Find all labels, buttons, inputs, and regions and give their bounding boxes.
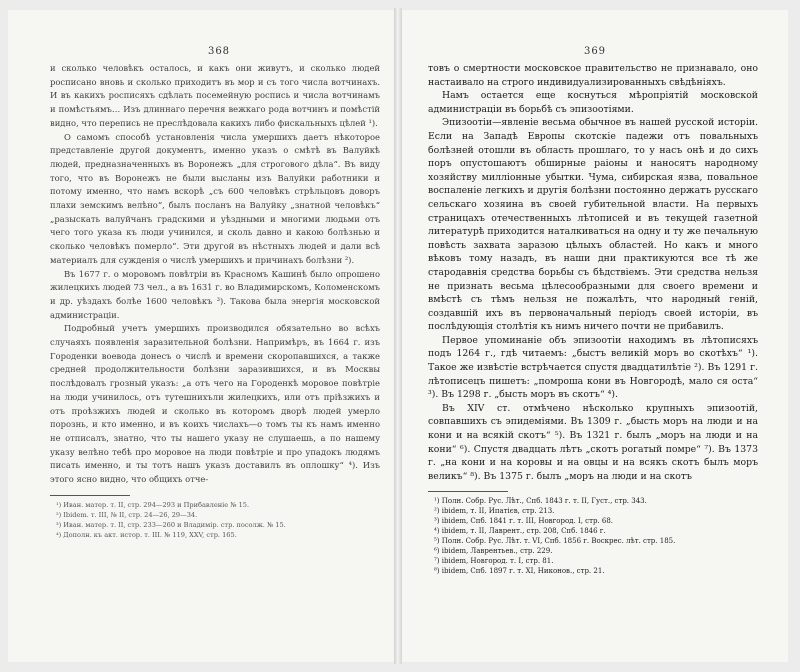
- left-footnote-3: ³) Иван. матер. т. II, стр. 233—260 и Владимір. стр. посолж. № 15.: [56, 520, 286, 529]
- right-footnote-6: ⁶) ibidem, Лаврентьев., стр. 229.: [434, 547, 553, 556]
- right-footnote-3: ³) ibidem, Спб. 1841 г. т. III, Новгород. I, стр. 68.: [434, 517, 614, 526]
- left-paragraph-4: Подробный учетъ умершихъ производился обязательно во всѣхъ случаяхъ появленія заразительной болѣзни. Напримѣръ, въ 1664 г. изъ Городенки воевода донесъ о числѣ и времени скоропавшихся, а также средней продолжительности болѣзни заразившихся, и въ Москвы послѣдовалъ грозный указъ: „а отъ чего на Городенкѣ моровое повѣтріе на люди учинилось, отъ тутешнихъли жилецкихъ, или отъ пріѣзжихъ и отъ проѣзжихъ людей и сколько въ которомъ дворѣ людей умерло порознь, и кто именно, и въ коихъ числахъ—о томъ ты къ намъ именно не отписалъ, знатно, что ты нашего указу не слушаешь, а по нашему указу велѣно тебѣ про моровое на люди повѣтріе и про упадокъ людямъ писать именно, и ты тотъ нашъ указъ доставилъ въ оплошку“ ⁴). Изъ этого ясно видно, что общихъ отче-: [50, 323, 380, 485]
- left-body: [50, 62, 380, 487]
- right-paragraph-4: Первое упоминаніе объ эпизоотіи находимъ въ лѣтописяхъ подъ 1264 г., гдѣ читаемъ: „быстъ великій моръ во скотѣхъ“ ¹). Такое же извѣстіе встрѣчается спустя двадцатилѣтіе ²). Въ 1291 г. лѣтописецъ пишетъ: „помроша кони въ Новгородѣ, мало ся оста“ ³). Въ 1298 г. „бысть моръ въ скотъ“ ⁴).: [428, 334, 758, 401]
- left-page-number: 368: [207, 46, 231, 57]
- right-footnote-4: ⁴) ibidem, т. II, Лаврент., стр. 208, Спб. 1846 г.: [434, 527, 606, 536]
- right-paragraph-2: Намъ остается еще коснуться мѣропріятій московской администраціи въ борьбѣ съ эпизоотіями.: [428, 90, 758, 115]
- left-footnote-1: ¹) Иван. матер. т. II, стр. 294—293 и Прибавленіе № 15.: [56, 500, 250, 509]
- right-footnote-rule: [428, 491, 508, 492]
- left-paragraph-1: и сколько человѣкъ осталось, и какъ они живутъ, и сколько людей росписано вновь и сколько приходитъ въ мор и съ того числа вотчинахъ. И въ какихъ росписяхъ сдѣлать посемейную роспись и числа вотчинамъ и помѣстьямъ… Изъ длиннаго перечня вежкаго рода вотчинъ и помѣстій видно, что перепись не преслѣдовала какихъ либо фискальныхъ цѣлей ¹).: [50, 63, 380, 128]
- left-footnote-4: ⁴) Дополн. къ акт. истор. т. III. № 119, XXV, стр. 165.: [56, 530, 237, 539]
- right-footnote-2: ²) ibidem, т. II, Ипатієв, стр. 213.: [434, 507, 555, 516]
- right-page: [402, 10, 788, 662]
- left-footnote-rule: [50, 495, 130, 496]
- left-footnote-2: ²) Ibidem. т. III, № II, стр. 24—26, 29—34.: [56, 510, 198, 519]
- right-footnote-7: ⁷) ibidem, Новгород. т. I, стр. 81.: [434, 557, 554, 566]
- right-paragraph-1: товъ о смертности московское правительство не признавало, оно настаивало на строго индивидуализированныхъ свѣдѣніяхъ.: [428, 63, 758, 88]
- left-paragraph-3: Въ 1677 г. о моровомъ повѣтріи въ Красномъ Кашинѣ было опрошено жилецкихъ людей 73 чел., а въ 1631 г. во Владимирскомъ, Коломенскомъ и др. уѣздахъ болѣе 1600 человѣкъ ³). Такова была энергія московской администраціи.: [50, 268, 380, 320]
- left-paragraph-2: О самомъ способѣ установленія числа умершихъ даетъ нѣкоторое представленіе другой документъ, именно указъ о смѣтѣ въ Валуйкѣ людей, предназначенныхъ въ Воронежъ „для строгового дѣла“. Въ виду того, что въ Воронежъ не были высланы изъ Валуйки работники и потому именно, что намъ вскорѣ „съ 600 человѣкъ стрѣльцовъ доворъ плахи земскимъ велѣно“, былъ посланъ на Валуйку „знатной человѣкъ“ „разыскать валуйчанъ градскими и уѣздными и многими людьми отъ чего того указа къ люди учинился, и сколь давно и какою болѣзнью и сколько человѣкъ померло“. Эти другой въ нѣстныхъ людей и дали всѣ материалъ для сужденія о числѣ умершихъ и причинахъ болѣзни ²).: [50, 131, 380, 265]
- left-footnotes: [50, 500, 380, 540]
- book-gutter: [394, 8, 402, 664]
- right-paragraph-5: Въ XIV ст. отмѣчено нѣсколько крупныхъ эпизоотій, совпавшихъ съ эпидеміями. Въ 1309 г. „бысть моръ на люди и на кони и на всякій скотъ“ ⁵). Въ 1321 г. былъ „моръ на люди и на кони“ ⁶). Спустя двадцать лѣтъ „скотъ рогатый помре“ ⁷). Въ 1373 г. „на кони и на коровы и на овцы и на всякъ скотъ былъ моръ великъ“ ⁸). Въ 1375 г. былъ „моръ на люди и на скотъ: [428, 402, 758, 482]
- right-page-number: 369: [583, 46, 607, 57]
- right-body: [428, 62, 758, 483]
- left-page: [8, 10, 394, 662]
- right-footnote-8: ⁸) ibidem, Спб. 1897 г. т. XI, Никонов., стр. 21.: [434, 567, 605, 576]
- right-footnote-1: ¹) Полн. Собр. Рус. Лѣт., Спб. 1843 г. т. II, Густ., стр. 343.: [434, 497, 647, 506]
- right-footnote-5: ⁵) Полн. Собр. Рус. Лѣт. т. VI, Спб. 1856 г. Воскрес. лѣт. стр. 185.: [434, 537, 676, 546]
- right-footnotes: [428, 496, 758, 576]
- right-paragraph-3: Эпизоотіи—явленіе весьма обычное въ нашей русской исторіи. Если на Западѣ Европы скотскіе падежи отъ повальныхъ болѣзней отошли въ область прошлаго, то у насъ онѣ и до сихъ поръ опустошаютъ обширные раіоны и наносятъ народному хозяйству милліонные убытки. Чума, сибирская язва, повальное воспаленіе легкихъ и другія болѣзни постоянно держатъ русскаго сельскаго хозяина въ своей губительной власти. На первыхъ страницахъ отечественныхъ лѣтописей и въ текущей газетной литературѣ приходится наталкиваться на одну и ту же печальную повѣсть захвата заразою цѣлыхъ областей. Но какъ и много вѣковъ тому назадъ, въ наши дни практикуются все тѣ же стародавнія средства борьбы съ бѣдствіемъ. Эти средства нельзя не признать весьма цѣлесообразными для своего времени и вмѣстѣ съ тѣмъ нельзя не пожалѣть, что народный геній, создавшій ихъ въ первоначальный періодъ своей исторіи, въ послѣдующія столѣтія къ нимъ ничего почти не прибавилъ.: [428, 117, 758, 333]
